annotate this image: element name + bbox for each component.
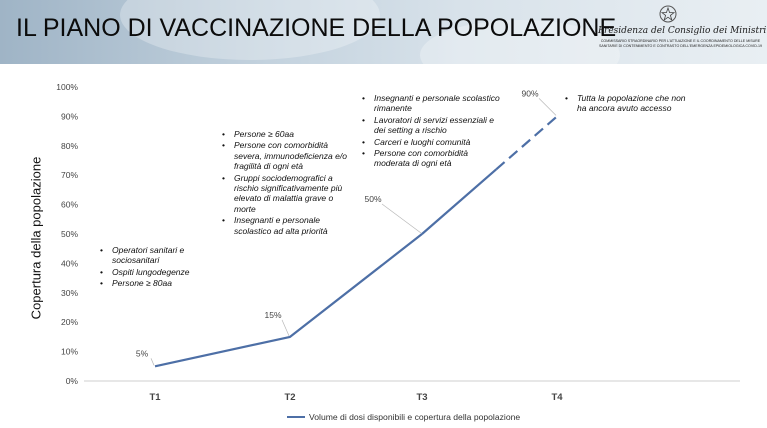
data-label: 15% <box>264 309 282 320</box>
y-tick-label: 100% <box>56 82 78 92</box>
annotation-t4 <box>565 93 695 115</box>
slide-header <box>0 0 767 64</box>
data-label: 90% <box>521 88 539 99</box>
annotation-item: • Carceri e luoghi comunità <box>362 137 504 147</box>
data-label: 50% <box>364 194 382 204</box>
legend-label: Volume di dosi disponibili e copertura della popolazione <box>309 412 521 422</box>
annotation-item: • Persone ≥ 60aa <box>222 129 357 139</box>
x-tick-label: T4 <box>551 392 563 403</box>
annotation-item: • Ospiti lungodegenze <box>100 267 220 277</box>
emblem-icon <box>658 4 678 24</box>
data-label-leader <box>282 320 289 336</box>
annotation-item: • Operatori sanitari e sociosanitari <box>100 245 220 266</box>
logo-subtitle: COMMISSARIO STRAORDINARIO PER L'ATTUAZIONE E IL COORDINAMENTO DELLE MISURE SANITARIE DI CONTENIMENTO E CONTRASTO DELL'EMERGENZA EPIDEMIOLOGICA COVID-19 <box>598 39 763 48</box>
data-label-leader <box>539 98 556 115</box>
annotation-item: • Tutta la popolazione che non ha ancora avuto accesso <box>565 93 695 114</box>
y-tick-label: 60% <box>60 199 78 210</box>
annotation-t2 <box>222 129 357 237</box>
coverage-line-t3-t4-dashed <box>496 116 557 169</box>
chart-legend <box>287 410 520 424</box>
annotation-t1 <box>100 245 220 290</box>
annotation-item: • Persone ≥ 80aa <box>100 278 220 288</box>
data-label-leader <box>151 358 154 365</box>
data-label-leader <box>382 204 421 233</box>
government-logo <box>598 2 767 62</box>
annotation-item: • Gruppi sociodemografici a rischio significativamente più elevato di malattia grave o morte <box>222 173 357 215</box>
legend-line-swatch <box>287 416 305 418</box>
y-axis <box>56 82 78 386</box>
x-tick-label: T3 <box>416 392 428 403</box>
annotation-t3 <box>362 93 504 170</box>
annotation-item: • Lavoratori di servizi essenziali e dei setting a rischio <box>362 115 504 136</box>
logo-name: Presidenza del Consiglio dei Ministri <box>598 26 767 36</box>
y-tick-label: 10% <box>60 346 78 357</box>
y-tick-label: 20% <box>60 317 78 328</box>
y-axis-title-text: Copertura della popolazione <box>28 156 44 320</box>
x-tick-label: T1 <box>149 392 161 403</box>
y-tick-label: 90% <box>60 111 78 122</box>
y-tick-label: 0% <box>65 376 78 386</box>
y-tick-label: 70% <box>60 170 78 181</box>
data-label: 5% <box>135 348 149 359</box>
y-tick-label: 40% <box>60 258 78 269</box>
coverage-line-t3-t4-solid <box>422 169 496 234</box>
x-axis <box>84 381 740 403</box>
annotation-item: • Persone con comorbidità moderata di ogni età <box>362 148 504 169</box>
annotation-item: • Persone con comorbidità severa, immunodeficienza e/o fragilità di ogni età <box>222 140 357 171</box>
y-tick-label: 80% <box>60 140 78 151</box>
y-tick-label: 30% <box>60 287 78 298</box>
x-tick-label: T2 <box>284 392 296 403</box>
y-tick-label: 50% <box>60 229 78 239</box>
annotation-item: • Insegnanti e personale scolastico rimanente <box>362 93 504 114</box>
slide-title: IL PIANO DI VACCINAZIONE DELLA POPOLAZIONE <box>16 14 617 42</box>
annotation-item: • Insegnanti e personale scolastico ad alta priorità <box>222 215 357 236</box>
